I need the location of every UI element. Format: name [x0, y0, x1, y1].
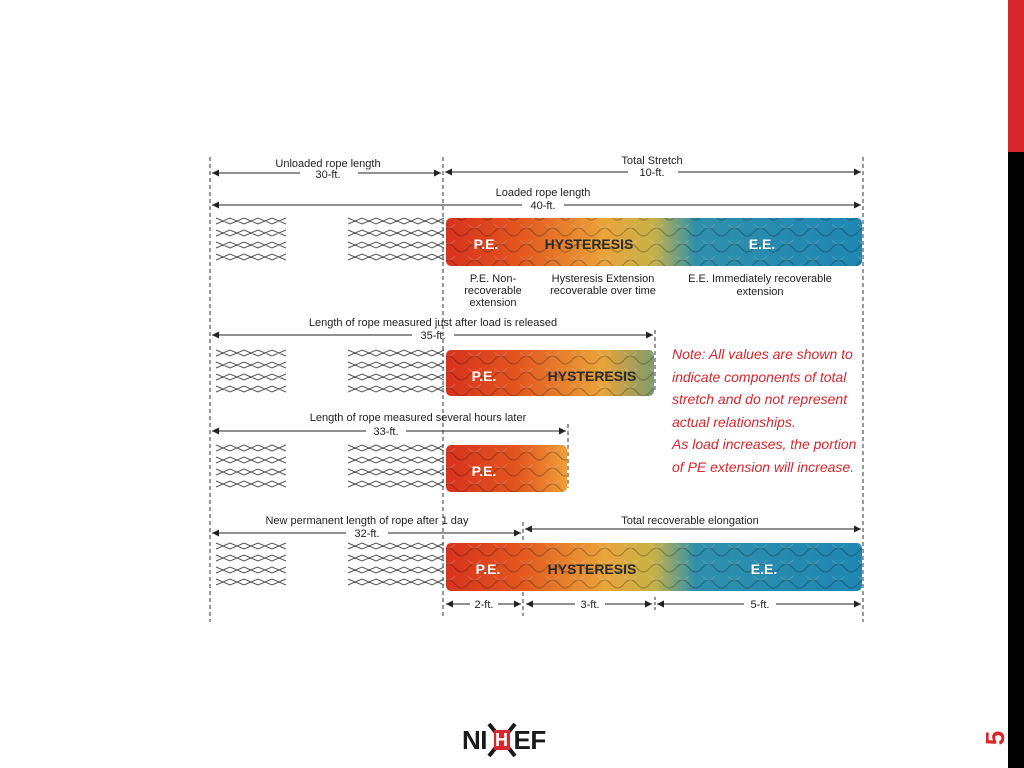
ee-measure-value: 5-ft.: [750, 599, 770, 611]
note-line: of PE extension will increase.: [672, 458, 855, 475]
braid-white-4b: [348, 543, 444, 585]
rope-row-4: [216, 543, 862, 591]
pe-label-3: P.E.: [471, 463, 497, 479]
rope-braid-3: [446, 445, 567, 492]
note-line: indicate components of total: [672, 368, 847, 385]
note-box: [672, 343, 872, 479]
pe-desc-line3: extension: [469, 297, 517, 309]
braid-white-4a: [216, 543, 286, 585]
ee-desc-line2: extension: [736, 286, 784, 298]
row3-label: Length of rope measured several hours later: [309, 412, 527, 424]
row2-label: Length of rope measured just after load is released: [308, 317, 558, 329]
total-stretch-label: Total Stretch: [621, 155, 683, 167]
braid-white-1b: [348, 218, 444, 260]
note-line: stretch and do not represent: [672, 391, 848, 408]
unloaded-value: 30-ft.: [315, 169, 341, 181]
row4-value: 32-ft.: [354, 528, 380, 540]
pe-measure-value: 2-ft.: [474, 599, 494, 611]
total-stretch-value: 10-ft.: [639, 167, 665, 179]
braid-white-2a: [216, 350, 286, 392]
loaded-label: Loaded rope length: [495, 187, 591, 199]
hysteresis-label-4: HYSTERESIS: [547, 561, 637, 577]
loaded-value: 40-ft.: [530, 200, 556, 212]
pe-desc-line1: P.E. Non-: [469, 273, 517, 285]
pe-label-2: P.E.: [471, 368, 497, 384]
logo-text-left: NI: [462, 724, 487, 755]
note-line: As load increases, the portion: [672, 436, 857, 453]
note-line: actual relationships.: [672, 413, 796, 430]
rope-braid-4: [446, 543, 862, 591]
pe-label-4: P.E.: [475, 561, 501, 577]
note-line: Note: All values are shown to: [672, 346, 853, 362]
ee-label-1: E.E.: [748, 236, 776, 252]
logo-text-right: EF: [513, 724, 546, 755]
nikhef-logo: [462, 718, 546, 762]
braid-white-1a: [216, 218, 286, 260]
row4-label: New permanent length of rope after 1 day: [265, 515, 469, 527]
unloaded-label: Unloaded rope length: [275, 158, 381, 170]
braid-white-2b: [348, 350, 444, 392]
row3-value: 33-ft.: [373, 426, 399, 438]
ee-label-4: E.E.: [750, 561, 778, 577]
hysteresis-label-1: HYSTERESIS: [544, 236, 634, 252]
braid-white-3a: [216, 445, 286, 487]
pe-desc-line2: recoverable: [464, 285, 522, 297]
rope-row-3: [216, 445, 567, 492]
rope-row-2: [216, 350, 654, 396]
hyst-desc-line2: recoverable over time: [550, 285, 656, 297]
rope-braid-1: [446, 218, 862, 266]
braid-white-3b: [348, 445, 444, 487]
row2-value: 35-ft.: [420, 330, 446, 342]
hyst-desc-line1: Hysteresis Extension: [551, 273, 655, 285]
logo-text-h: H: [495, 729, 508, 750]
rope-row-1: [216, 218, 862, 266]
recoverable-label: Total recoverable elongation: [621, 515, 759, 527]
slide-number: 5: [980, 730, 1010, 746]
pe-label-1: P.E.: [473, 236, 499, 252]
ee-desc-line1: E.E. Immediately recoverable: [688, 273, 832, 285]
hysteresis-label-2: HYSTERESIS: [547, 368, 637, 384]
hyst-measure-value: 3-ft.: [580, 599, 600, 611]
